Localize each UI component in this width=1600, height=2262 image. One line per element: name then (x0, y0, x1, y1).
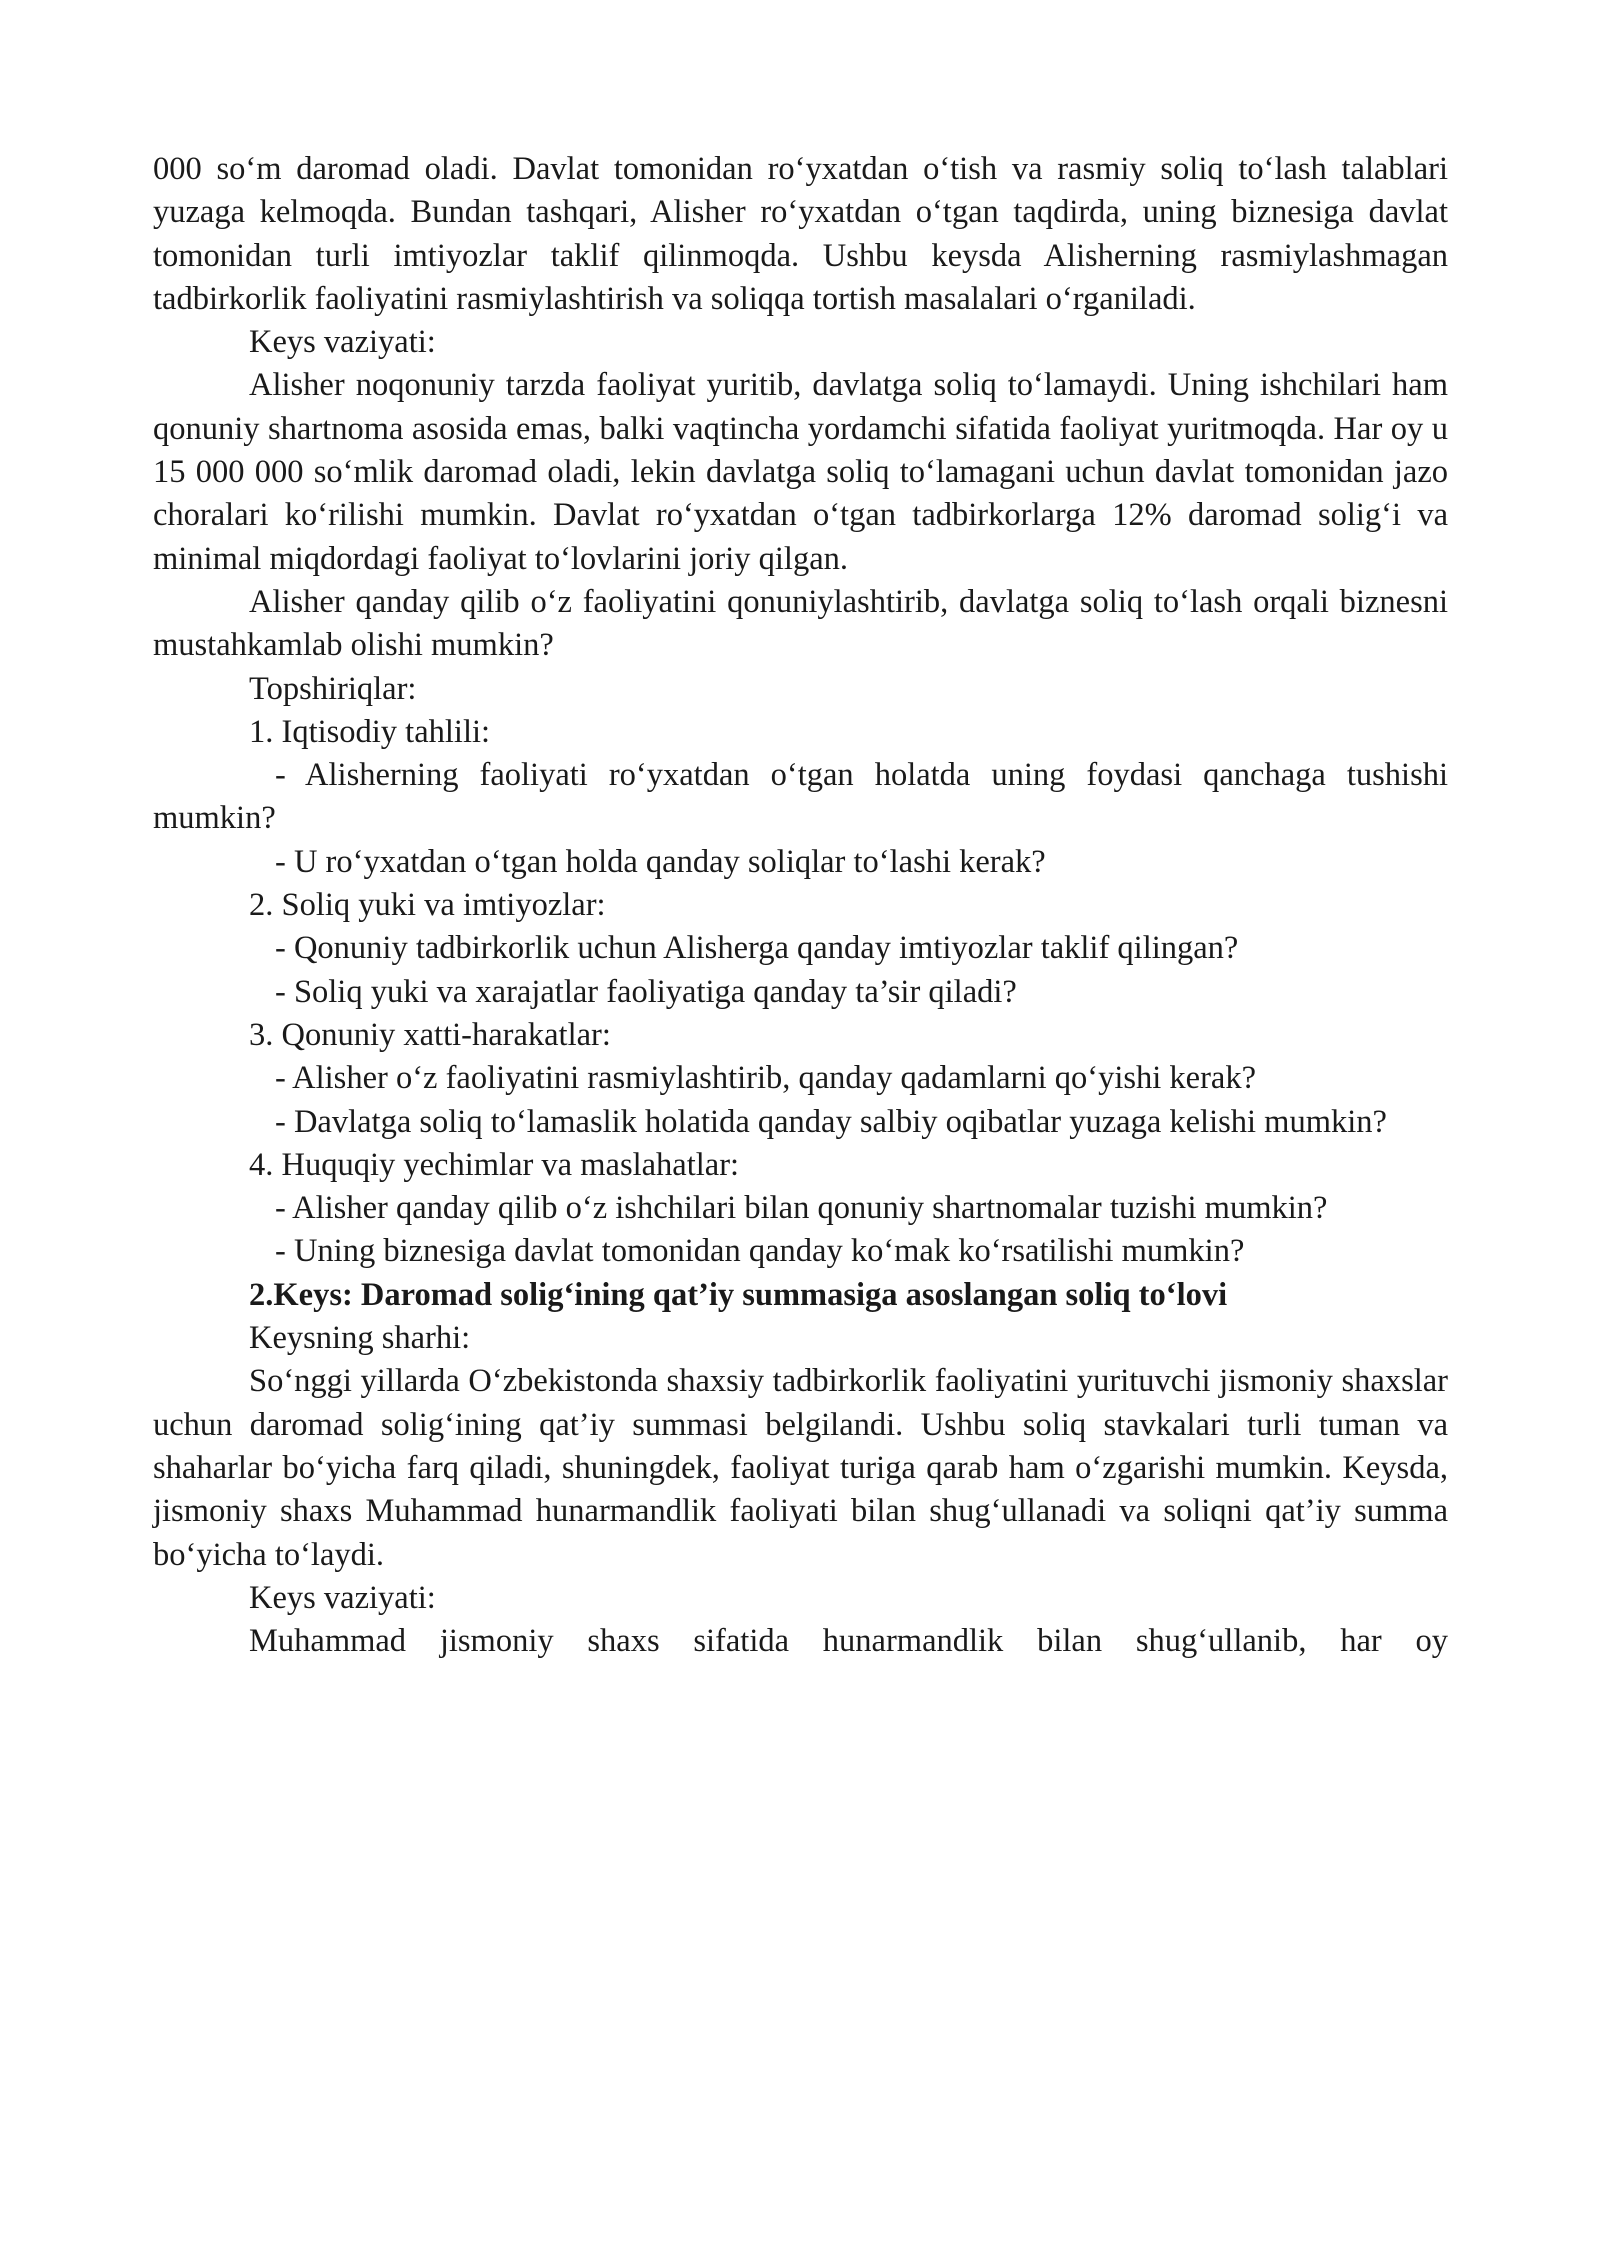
task-1-title: 1. Iqtisodiy tahlili: (249, 713, 491, 750)
task-2-item-1: - Qonuniy tadbirkorlik uchun Alisherga qanday imtiyozlar taklif qilingan? (275, 930, 1239, 967)
paragraph-case-situation: Alisher noqonuniy tarzda faoliyat yuritib, davlatga soliq to‘lamaydi. Uning ishchilari ham qonuniy shartnoma asosida emas, balki vaqtincha yordamchi sifatida faoliyat yuritmoqda. Har oy u 15 000 000 so‘mlik daromad oladi, lekin davlatga soliq to‘lamagani uchun davlat tomonidan jazo choralari ko‘rilishi mumkin. Davlat ro‘yxatdan o‘tgan tadbirkorlarga 12% daromad solig‘i va minimal miqdordagi faoliyat to‘lovlarini joriy qilgan. (153, 367, 1448, 577)
task-1-item-1: - Alisherning faoliyati ro‘yxatdan o‘tgan holatda uning foydasi qanchaga tushishi mumkin? (153, 757, 1448, 837)
paragraph-question: Alisher qanday qilib o‘z faoliyatini qonuniylashtirib, davlatga soliq to‘lash orqali biznesni mustahkamlab olishi mumkin? (153, 583, 1448, 664)
paragraph-intro: 000 so‘m daromad oladi. Davlat tomonidan ro‘yxatdan o‘tish va rasmiy soliq to‘lash talablari yuzaga kelmoqda. Bundan tashqari, Alisher ro‘yxatdan o‘tgan taqdirda, uning biznesiga davlat tomonidan turli imtiyozlar taklif qilinmoqda. Ushbu keysda Alisherning rasmiylashmagan tadbirkorlik faoliyatini rasmiylashtirish va soliqqa tortish masalalari o‘rganiladi. (153, 151, 1448, 317)
task-1-item-2: - U ro‘yxatdan o‘tgan holda qanday soliqlar to‘lashi kerak? (275, 843, 1046, 880)
heading-case-situation: Keys vaziyati: (249, 324, 436, 361)
task-3-item-1: - Alisher o‘z faoliyatini rasmiylashtirib, qanday qadamlarni qo‘yishi kerak? (275, 1060, 1257, 1097)
document-body (153, 148, 1448, 1663)
task-2-item-2: - Soliq yuki va xarajatlar faoliyatiga qanday ta’sir qiladi? (275, 973, 1017, 1010)
task-3-item-2: - Davlatga soliq to‘lamaslik holatida qanday salbiy oqibatlar yuzaga kelishi mumkin? (275, 1103, 1387, 1140)
task-3-title: 3. Qonuniy xatti-harakatlar: (249, 1016, 611, 1053)
task-4-title: 4. Huquqiy yechimlar va maslahatlar: (249, 1146, 740, 1183)
task-4-item-2: - Uning biznesiga davlat tomonidan qanday ko‘mak ko‘rsatilishi mumkin? (275, 1233, 1245, 1270)
heading-case-review: Keysning sharhi: (249, 1320, 471, 1357)
heading-tasks: Topshiriqlar: (249, 670, 417, 707)
heading-case-situation-2: Keys vaziyati: (249, 1579, 436, 1616)
paragraph-case-situation-2: Muhammad jismoniy shaxs sifatida hunarmandlik bilan shug‘ullanib, har oy (249, 1623, 1448, 1660)
paragraph-case-review: So‘nggi yillarda O‘zbekistonda shaxsiy tadbirkorlik faoliyatini yurituvchi jismoniy shaxslar uchun daromad solig‘ining qat’iy summasi belgilandi. Ushbu soliq stavkalari turli tuman va shaharlar bo‘yicha farq qiladi, shuningdek, faoliyat turiga qarab ham o‘zgarishi mumkin. Keysda, jismoniy shaxs Muhammad hunarmandlik faoliyati bilan shug‘ullanadi va soliqni qat’iy summa bo‘yicha to‘laydi. (153, 1363, 1448, 1573)
task-2-title: 2. Soliq yuki va imtiyozlar: (249, 887, 606, 924)
case-2-heading: 2.Keys: Daromad solig‘ining qat’iy summasiga asoslangan soliq to‘lovi (249, 1276, 1228, 1313)
task-4-item-1: - Alisher qanday qilib o‘z ishchilari bilan qonuniy shartnomalar tuzishi mumkin? (275, 1190, 1328, 1227)
